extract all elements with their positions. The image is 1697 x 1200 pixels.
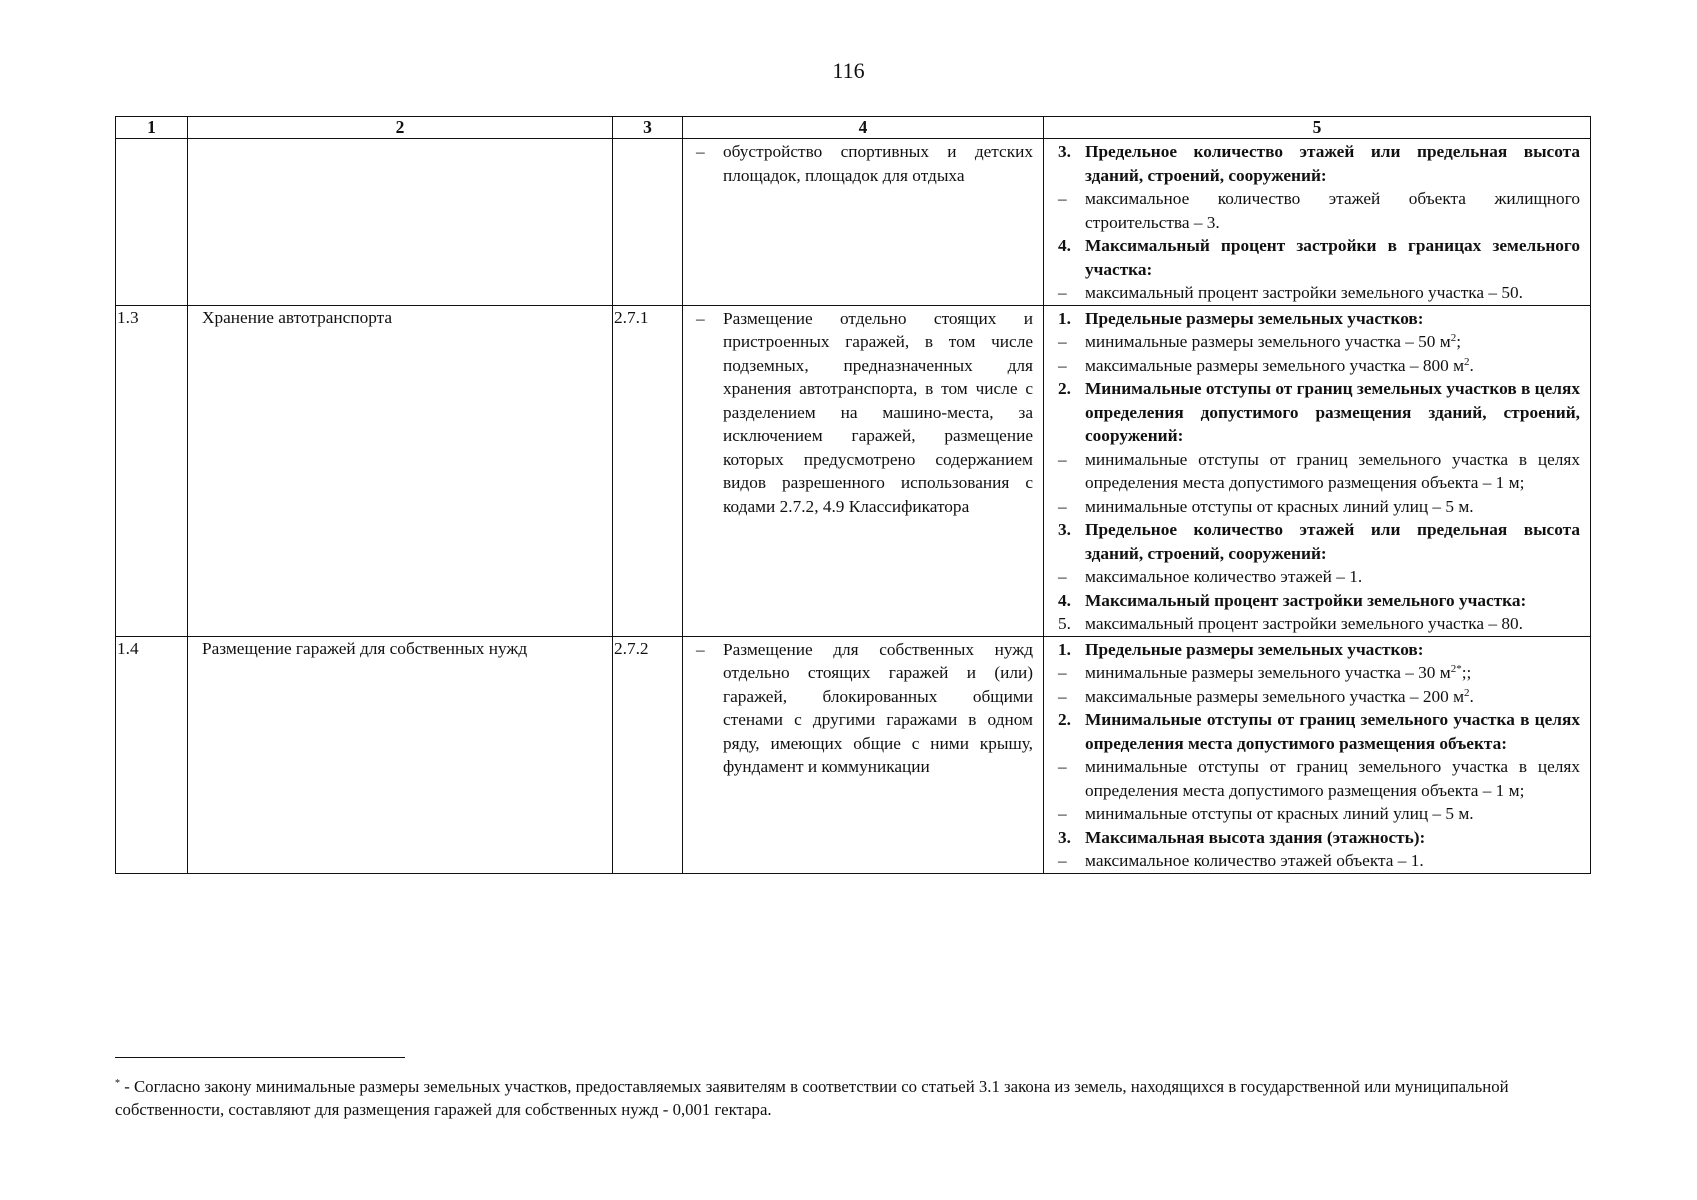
list-text — [1085, 495, 1580, 519]
superscript: 2* — [1450, 663, 1462, 675]
header-col-3: 3 — [613, 117, 683, 139]
row-name: Хранение автотранспорта — [188, 305, 613, 636]
list-marker: 1. — [1058, 639, 1071, 659]
list-text — [1085, 589, 1580, 613]
param-line — [1054, 802, 1580, 826]
param-line — [1054, 307, 1580, 331]
list-text — [1085, 330, 1580, 354]
footnote-text: - Согласно закону минимальные размеры земельных участков, предоставляемых заявителям в соответствии со статьей 3.1 закона из земель, находящихся в государственной или муниципальной собственности, составляют для размещения гаражей для собственных нужд - 0,001 гектара. — [115, 1077, 1509, 1119]
list-text — [723, 140, 1033, 187]
row-description — [683, 139, 1044, 306]
list-text-main: Предельное количество этажей или предельная высота зданий, строений, сооружений: — [1085, 142, 1580, 185]
list-marker: – — [696, 308, 705, 328]
row-description — [683, 636, 1044, 873]
description-line — [693, 140, 1033, 187]
list-text-main: Максимальный процент застройки в границах земельного участка: — [1085, 236, 1580, 279]
list-marker: – — [1058, 283, 1067, 302]
param-line — [1054, 565, 1580, 589]
header-col-4: 4 — [683, 117, 1044, 139]
param-line — [1054, 685, 1580, 709]
list-marker: 4. — [1058, 236, 1071, 255]
list-marker: 1. — [1058, 308, 1071, 328]
param-line — [1054, 495, 1580, 519]
list-text — [1085, 802, 1580, 826]
superscript: 2 — [1464, 686, 1470, 699]
param-line — [1054, 354, 1580, 378]
table-header-row — [116, 117, 1591, 139]
list-text-main: Размещение для собственных нужд отдельно стоящих гаражей и (или) гаражей, блокированных общими стенами с другими гаражами в одном ряду, имеющих общие с ними крышу, фундамент и коммуникации — [723, 639, 1033, 776]
list-text — [1085, 187, 1580, 234]
list-text — [1085, 612, 1580, 636]
row-code: 1.3 — [116, 305, 188, 636]
list-text — [1085, 638, 1580, 662]
list-text-suffix: ; — [1456, 332, 1462, 351]
list-marker: 5. — [1058, 614, 1071, 633]
list-text-suffix: ;; — [1461, 663, 1472, 682]
list-text-main: Максимальный процент застройки земельного участка: — [1085, 590, 1527, 610]
footnote-marker: * — [115, 1078, 120, 1089]
list-marker: 4. — [1058, 590, 1071, 610]
list-text-main: обустройство спортивных и детских площадок, площадок для отдыха — [723, 142, 1033, 185]
table-row — [116, 139, 1591, 306]
param-line — [1054, 187, 1580, 234]
description-line — [693, 307, 1033, 519]
list-text — [1085, 661, 1580, 685]
param-line — [1054, 708, 1580, 755]
list-marker: – — [696, 639, 705, 659]
list-text — [1085, 565, 1580, 589]
list-text-main: Предельное количество этажей или предельная высота зданий, строений, сооружений: — [1085, 520, 1580, 563]
list-text-main: минимальные размеры земельного участка – 50 м — [1085, 332, 1451, 351]
param-line — [1054, 518, 1580, 565]
regulations-table — [115, 116, 1591, 874]
list-text — [1085, 518, 1580, 565]
list-text — [1085, 140, 1580, 187]
list-text — [1085, 234, 1580, 281]
list-marker: – — [1058, 332, 1067, 351]
list-text-main: минимальные отступы от красных линий улиц – 5 м. — [1085, 804, 1474, 823]
list-text — [1085, 448, 1580, 495]
param-line — [1054, 448, 1580, 495]
list-text-main: максимальный процент застройки земельного участка – 50. — [1085, 283, 1523, 302]
list-text-main: максимальное количество этажей – 1. — [1085, 567, 1363, 586]
row-code: 1.4 — [116, 636, 188, 873]
list-text-main: максимальный процент застройки земельного участка – 80. — [1085, 614, 1523, 633]
list-marker: 3. — [1058, 827, 1071, 847]
list-text-main: максимальное количество этажей объекта – 1. — [1085, 851, 1424, 870]
table-row — [116, 636, 1591, 873]
param-line — [1054, 281, 1580, 305]
list-text-main: минимальные отступы от границ земельного участка в целях определения места допустимого размещения объекта – 1 м; — [1085, 757, 1580, 800]
list-marker: – — [696, 142, 705, 161]
param-line — [1054, 377, 1580, 448]
param-line — [1054, 234, 1580, 281]
row-code — [116, 139, 188, 306]
list-marker: – — [1058, 449, 1067, 469]
header-col-1: 1 — [116, 117, 188, 139]
row-class-code — [613, 139, 683, 306]
param-line — [1054, 826, 1580, 850]
list-marker: – — [1058, 355, 1067, 375]
param-line — [1054, 330, 1580, 354]
row-name: Размещение гаражей для собственных нужд — [188, 636, 613, 873]
list-text — [1085, 755, 1580, 802]
footnote — [115, 1075, 1590, 1121]
list-text — [1085, 826, 1580, 850]
list-marker: – — [1058, 663, 1067, 682]
list-text-main: Минимальные отступы от границ земельных участков в целях определения допустимого размещения зданий, строений, сооружений: — [1085, 379, 1580, 445]
param-line — [1054, 140, 1580, 187]
list-text-main: максимальные размеры земельного участка – 200 м — [1085, 686, 1465, 706]
param-line — [1054, 661, 1580, 685]
row-parameters — [1044, 139, 1591, 306]
list-text — [1085, 685, 1580, 709]
header-col-2: 2 — [188, 117, 613, 139]
footnote-divider — [115, 1057, 405, 1058]
list-marker: 3. — [1058, 520, 1071, 539]
list-text-main: максимальное количество этажей объекта жилищного строительства – 3. — [1085, 189, 1580, 232]
table-row — [116, 305, 1591, 636]
list-marker: – — [1058, 804, 1067, 823]
list-text-main: Размещение отдельно стоящих и пристроенных гаражей, в том числе подземных, предназначенных для хранения автотранспорта, в том числе с разделением на машино-места, за исключением гаражей, размещение которых предусмотрено содержанием видов разрешенного использования с кодами 2.7.2, 4.9 Классификатора — [723, 308, 1033, 516]
page-number: 116 — [832, 58, 865, 83]
param-line — [1054, 638, 1580, 662]
list-marker: – — [1058, 686, 1067, 706]
list-text — [1085, 354, 1580, 378]
list-text-main: Предельные размеры земельных участков: — [1085, 639, 1424, 659]
list-text-main: минимальные отступы от границ земельного участка в целях определения места допустимого размещения объекта – 1 м; — [1085, 449, 1580, 492]
list-text — [1085, 849, 1580, 873]
list-text — [1085, 281, 1580, 305]
list-marker: 3. — [1058, 142, 1071, 161]
list-marker: – — [1058, 567, 1067, 586]
list-text-main: минимальные размеры земельного участка – 30 м — [1085, 663, 1451, 682]
list-text-suffix: . — [1469, 686, 1474, 706]
list-marker: – — [1058, 496, 1067, 516]
list-text-main: Минимальные отступы от границ земельного участка в целях определения места допустимого размещения объекта: — [1085, 710, 1580, 753]
list-marker: – — [1058, 189, 1067, 208]
list-text-main: минимальные отступы от красных линий улиц – 5 м. — [1085, 496, 1474, 516]
row-parameters — [1044, 636, 1591, 873]
row-name — [188, 139, 613, 306]
param-line — [1054, 755, 1580, 802]
row-description — [683, 305, 1044, 636]
table-body — [116, 139, 1591, 874]
list-marker: – — [1058, 757, 1067, 776]
description-line — [693, 638, 1033, 779]
list-text-suffix: . — [1469, 355, 1474, 375]
list-marker: 2. — [1058, 710, 1071, 729]
list-text-main: максимальные размеры земельного участка – 800 м — [1085, 355, 1465, 375]
param-line — [1054, 849, 1580, 873]
param-line — [1054, 589, 1580, 613]
list-text — [1085, 377, 1580, 448]
list-marker: – — [1058, 851, 1067, 870]
superscript: 2 — [1464, 355, 1470, 368]
list-text-main: Максимальная высота здания (этажность): — [1085, 827, 1426, 847]
list-text — [1085, 708, 1580, 755]
superscript: 2 — [1450, 332, 1457, 344]
row-parameters — [1044, 305, 1591, 636]
row-class-code: 2.7.1 — [613, 305, 683, 636]
header-col-5: 5 — [1044, 117, 1591, 139]
param-line — [1054, 612, 1580, 636]
list-text-main: Предельные размеры земельных участков: — [1085, 308, 1424, 328]
list-text — [723, 638, 1033, 779]
list-text — [723, 307, 1033, 519]
row-class-code: 2.7.2 — [613, 636, 683, 873]
list-text — [1085, 307, 1580, 331]
list-marker: 2. — [1058, 379, 1071, 398]
